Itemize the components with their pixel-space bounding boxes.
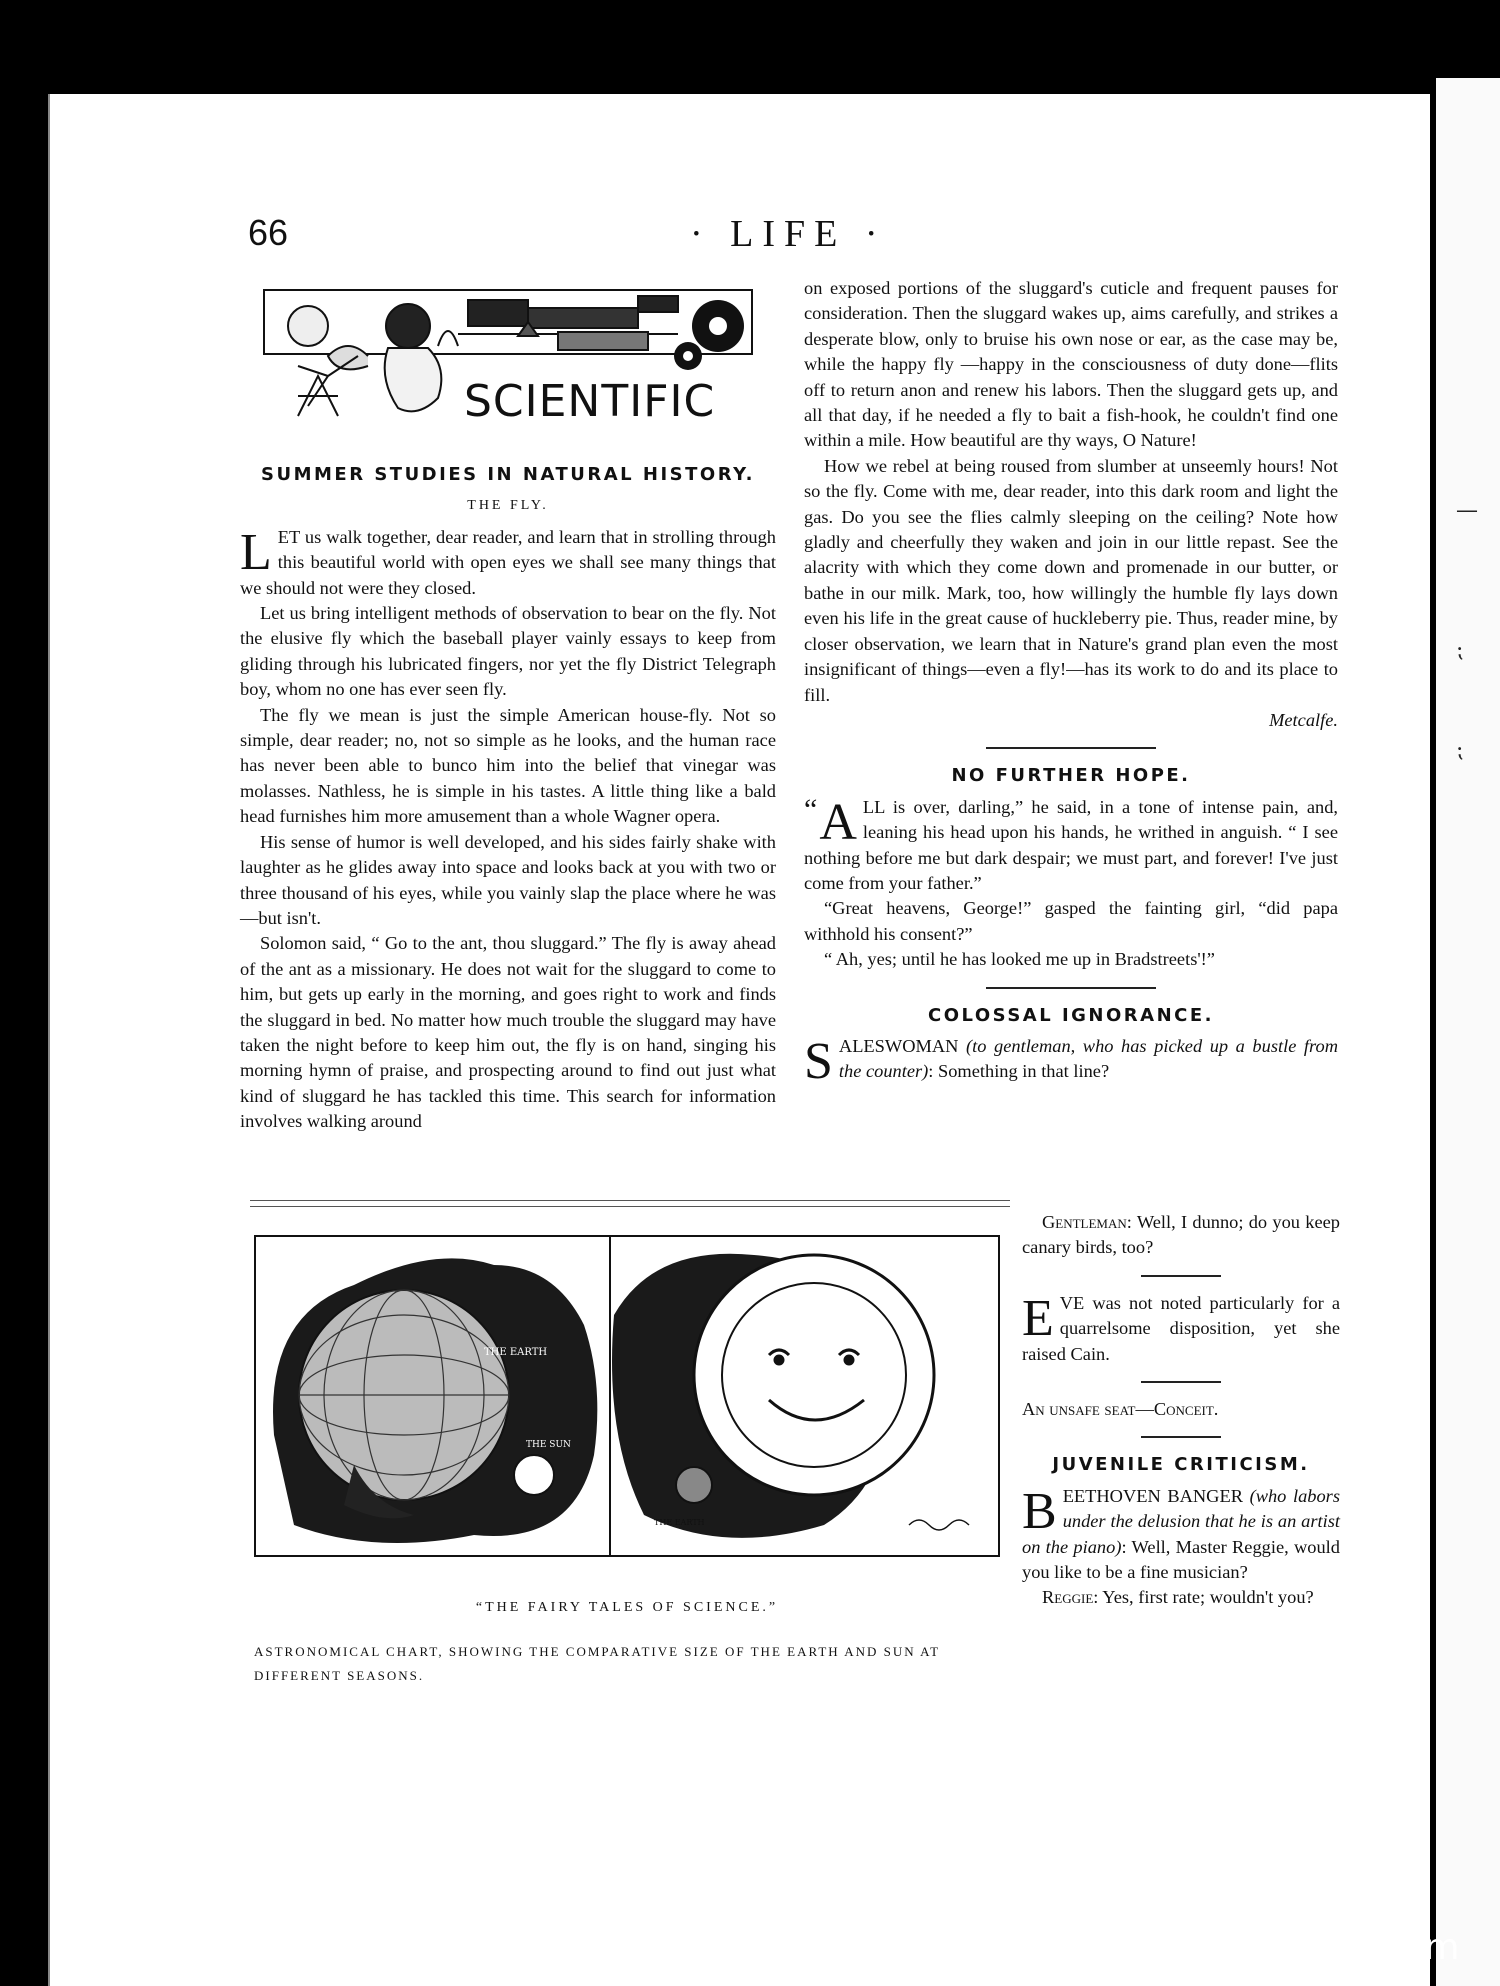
- label-earth-right: THE EARTH: [654, 1518, 705, 1527]
- drop-cap: B: [1022, 1482, 1057, 1540]
- divider: [1141, 1275, 1221, 1277]
- paragraph: VE was not noted particularly for a quarrelsome disposition, yet she raised Cain.: [1022, 1292, 1340, 1364]
- article-heading: JUVENILE CRITICISM.: [1052, 1454, 1310, 1476]
- banner-title: SCIENTIFIC: [464, 376, 716, 427]
- adjacent-page-edge: — ⁏ ⁏: [1436, 78, 1500, 1986]
- speaker: ALESWOMAN: [838, 1035, 959, 1056]
- divider: [1141, 1436, 1221, 1438]
- paragraph: How we rebel at being roused from slumber at unseemly hours! Not so the fly. Come with me, dear reader, into this dark room and light the gas. Do you see the flies calmly sleeping on the ceiling? Note how gladly and cheerfully they waken and join in our little repast. See the alacrity with which they come down and promenade in our butter, or bathe in our milk. Mark, too, how willingly the humble fly lays down even his life in the great cause of huckleberry pie. Thus, reader mine, by closer observation, we learn that in Nature's grand plan even the most insignificant of things—even a fly!—has its work to do and its place to fill.: [804, 455, 1338, 705]
- paragraph: His sense of humor is well developed, and his sides fairly shake with laughter as he glides away into space and looks back at you with two or three thousand of his eyes, while you vainly slap the place where he was—but isn't.: [240, 831, 776, 928]
- article-heading: SUMMER STUDIES IN NATURAL HISTORY.: [261, 464, 755, 485]
- stage-direction: (who labors under the delusion that he is an artist on the piano): [1022, 1485, 1340, 1557]
- page-number: 66: [248, 212, 289, 253]
- divider: [986, 987, 1156, 989]
- small-earth-drawing: [676, 1467, 712, 1503]
- left-column: [240, 456, 776, 1135]
- speaker: Reggie: [1042, 1587, 1094, 1608]
- right-column: [804, 276, 1338, 1090]
- dialogue: : Well, I dunno; do you keep canary birds, too?: [1022, 1212, 1340, 1258]
- label-sun-right: THE SUN: [944, 1287, 994, 1298]
- drop-cap: E: [1022, 1289, 1054, 1347]
- drop-cap: A: [819, 793, 857, 851]
- left-panel: [273, 1258, 597, 1543]
- cartoon-subcaption: ASTRONOMICAL CHART, SHOWING THE COMPARATIVE SIZE OF THE EARTH AND SUN AT DIFFERENT SEASONS.: [254, 1644, 940, 1683]
- section-rule: [250, 1200, 1010, 1207]
- dialogue: : Well, Master Reggie, would you like to be a fine musician?: [1022, 1536, 1340, 1583]
- paragraph: “ Ah, yes; until he has looked me up in Bradstreets'!”: [824, 949, 1215, 970]
- cartoon-caption: “THE FAIRY TALES OF SCIENCE.”: [475, 1600, 779, 1615]
- author-signature: Metcalfe.: [1269, 709, 1338, 730]
- drop-cap: L: [240, 523, 272, 581]
- paragraph: on exposed portions of the sluggard's cuticle and frequent pauses for consideration. Then the sluggard wakes up, aims carefully, and strikes a desperate blow, only to bruise his own nose or ear, as the case may be, while the happy fly —happy in the consciousness of duty done—flits off to return anon and renew his labors. Then the sluggard gets up, and all that day, if he needed a fly to bait a fish-hook, he couldn't find one within a mile. How beautiful are thy ways, O Nature!: [804, 278, 1338, 451]
- paragraph: An unsafe seat—Conceit.: [1022, 1399, 1219, 1420]
- article-heading: COLOSSAL IGNORANCE.: [928, 1004, 1214, 1026]
- drop-cap: S: [804, 1032, 833, 1090]
- paragraph: Let us bring intelligent methods of observation to bear on the fly. Not the elusive fly which the baseball player vainly essays to keep from gliding through his lubricated fingers, nor yet the fly District Telegraph boy, whom no one has ever seen fly.: [240, 603, 776, 700]
- label-sun-left: THE SUN: [526, 1440, 571, 1450]
- paragraph: ET us walk together, dear reader, and learn that in strolling through this beautiful world with open eyes we shall see many things that we should not were they closed.: [240, 526, 776, 598]
- dialogue: : Yes, first rate; wouldn't you?: [1093, 1587, 1314, 1608]
- label-earth-left: THE EARTH: [484, 1347, 548, 1358]
- article-heading: NO FURTHER HOPE.: [951, 765, 1191, 787]
- speaker: EETHOVEN BANGER: [1062, 1485, 1243, 1506]
- article-subheading: THE FLY.: [467, 498, 549, 514]
- paragraph: Solomon said, “ Go to the ant, thou sluggard.” The fly is away ahead of the ant as a missionary. He does not wait for the sluggard to come to him, but gets up early in the morning, and goes right to work and finds the sluggard in bed. No matter how much trouble the sluggard may have taken the night before to keep him out, the fly is on hand, singing his morning hymn of praise, and prospecting around to find out just what kind of sluggard he has tackled this time. This search for information involves walking around: [240, 933, 776, 1132]
- paragraph: “Great heavens, George!” gasped the fainting girl, “did papa withhold his consent?”: [804, 898, 1338, 944]
- divider: [986, 747, 1156, 749]
- narrow-column: [1022, 1210, 1340, 1611]
- earth-sun-cartoon: [254, 1235, 1000, 1557]
- open-quote: “: [804, 792, 818, 826]
- paragraph: The fly we mean is just the simple American house-fly. Not so simple, dear reader; no, not so simple as he looks, and the human race has never been able to bunco him into the belief that vinegar was molasses. Nathless, he is simple in his tastes. A little thing like a bald head furnishes him more amusement than a whole Wagner opera.: [240, 704, 776, 827]
- paragraph: LL is over, darling,” he said, in a tone of intense pain, and, leaning his head upon his hands, he writhed in anguish. “ I see nothing before me but dark despair; we must part, and forever! I've just come from your father.”: [804, 796, 1338, 893]
- speaker: Gentleman: [1042, 1212, 1127, 1232]
- magazine-title: · LIFE ·: [690, 213, 887, 255]
- divider: [1141, 1381, 1221, 1383]
- site-watermark: comicbooks.com: [1151, 1927, 1460, 1968]
- small-sun-drawing: [514, 1455, 554, 1495]
- dialogue: : Something in that line?: [928, 1061, 1110, 1082]
- stage-direction: (to gentleman, who has picked up a bustle from the counter): [838, 1035, 1338, 1082]
